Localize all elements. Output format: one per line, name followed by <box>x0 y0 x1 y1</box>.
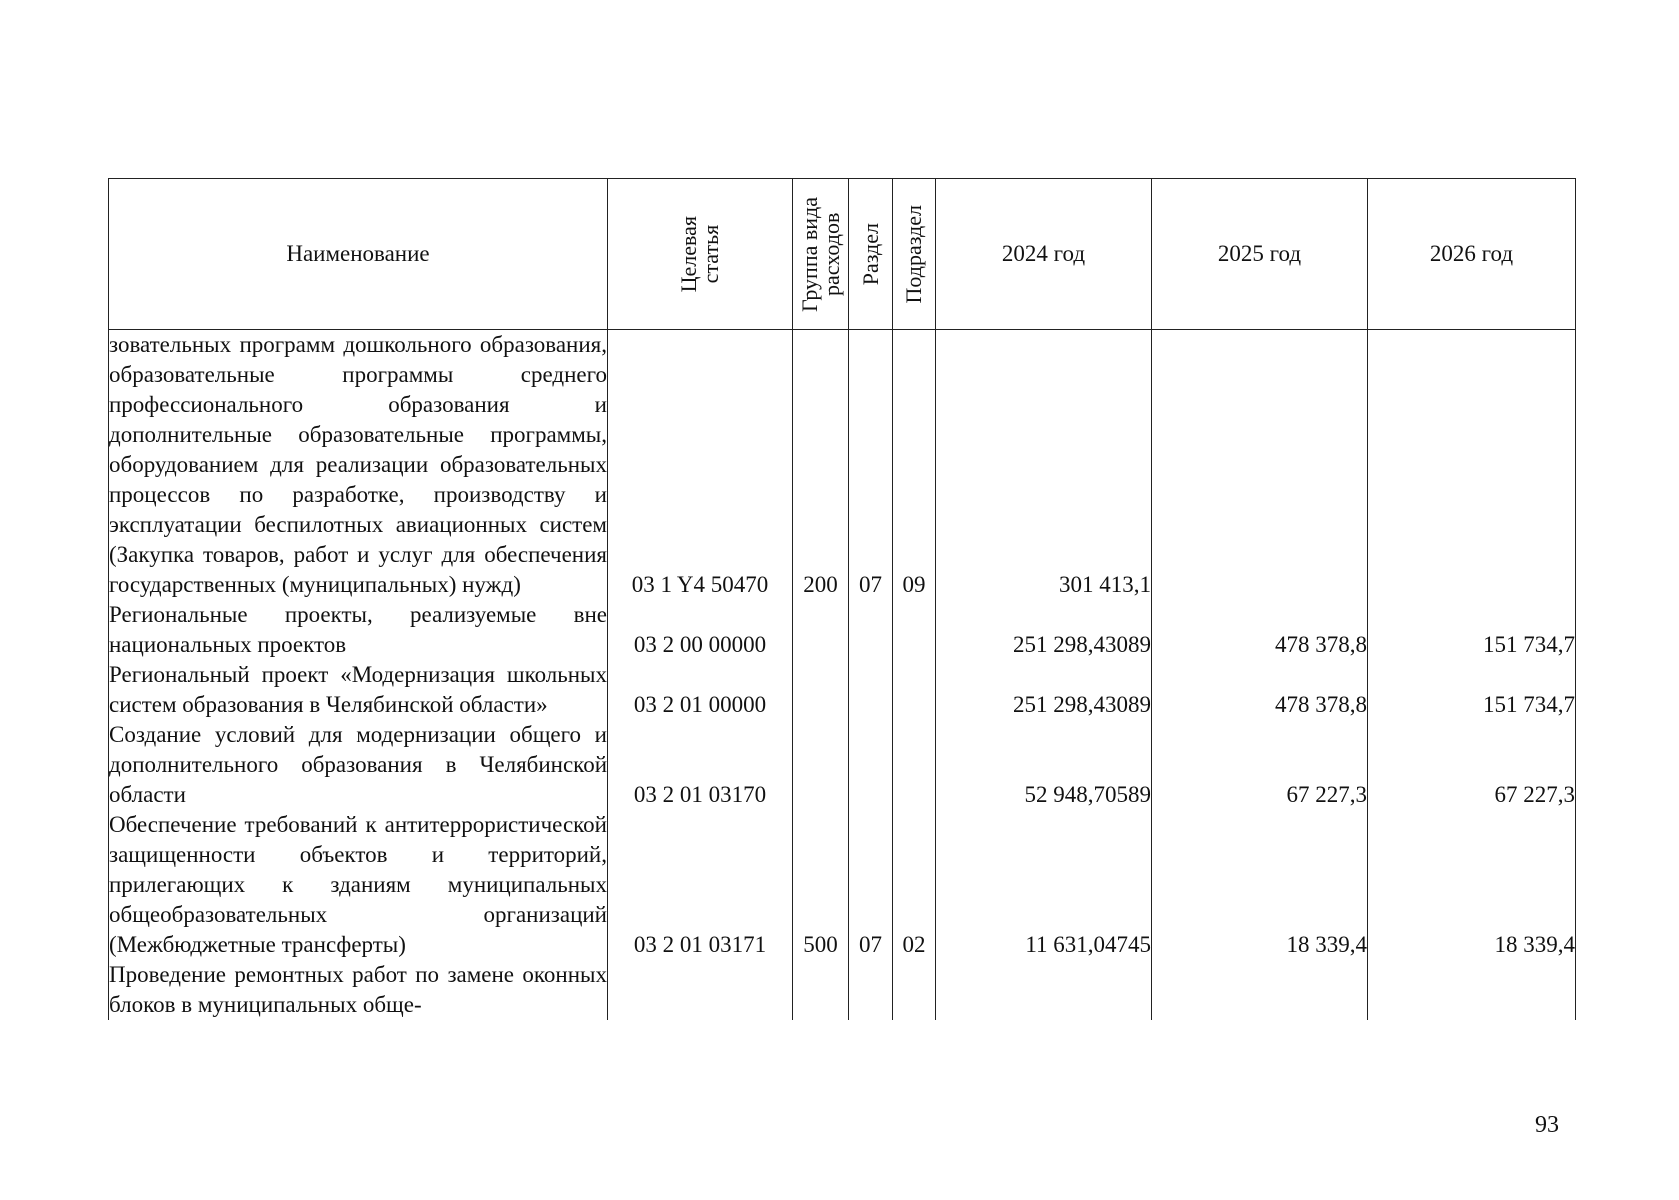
row-name: Обеспечение требований к антитеррористической защищенности объектов и территорий, прилегающих к зданиям муниципальных общеобразовательных организаций (Межбюджетные трансферты) <box>109 810 608 960</box>
row-subsection <box>893 960 936 1020</box>
table-row <box>109 600 1576 660</box>
row-name: Региональный проект «Модернизация школьных систем образования в Челябинской области» <box>109 660 608 720</box>
row-2026 <box>1368 330 1576 601</box>
row-target: 03 1 Y4 50470 <box>608 330 793 601</box>
row-2024: 301 413,1 <box>936 330 1152 601</box>
table-header-row <box>109 179 1576 330</box>
row-group <box>793 600 849 660</box>
row-2024: 251 298,43089 <box>936 660 1152 720</box>
row-section <box>849 660 893 720</box>
row-2025: 18 339,4 <box>1152 810 1368 960</box>
row-group <box>793 720 849 810</box>
header-2025: 2025 год <box>1152 179 1368 330</box>
row-subsection: 02 <box>893 810 936 960</box>
header-2026: 2026 год <box>1368 179 1576 330</box>
row-group <box>793 960 849 1020</box>
table-row <box>109 960 1576 1020</box>
row-target: 03 2 01 00000 <box>608 660 793 720</box>
row-subsection <box>893 720 936 810</box>
row-target: 03 2 01 03170 <box>608 720 793 810</box>
table-row <box>109 810 1576 960</box>
header-group: Группа вида расходов <box>793 179 849 330</box>
header-subsection: Подраздел <box>893 179 936 330</box>
row-2024 <box>936 960 1152 1020</box>
row-2026: 18 339,4 <box>1368 810 1576 960</box>
table-row <box>109 660 1576 720</box>
row-name: Региональные проекты, реализуемые вне национальных проектов <box>109 600 608 660</box>
row-target <box>608 960 793 1020</box>
row-target: 03 2 01 03171 <box>608 810 793 960</box>
row-subsection <box>893 660 936 720</box>
row-section <box>849 960 893 1020</box>
row-2024: 251 298,43089 <box>936 600 1152 660</box>
header-name: Наименование <box>109 179 608 330</box>
row-subsection <box>893 600 936 660</box>
row-subsection: 09 <box>893 330 936 601</box>
row-group: 500 <box>793 810 849 960</box>
budget-table <box>108 178 1576 1020</box>
page-number: 93 <box>1535 1112 1559 1138</box>
header-section: Раздел <box>849 179 893 330</box>
row-target: 03 2 00 00000 <box>608 600 793 660</box>
header-2024: 2024 год <box>936 179 1152 330</box>
row-section <box>849 600 893 660</box>
row-2026 <box>1368 960 1576 1020</box>
table-row <box>109 720 1576 810</box>
row-name: Проведение ремонтных работ по замене оконных блоков в муниципальных обще- <box>109 960 608 1020</box>
row-2026: 67 227,3 <box>1368 720 1576 810</box>
row-2025: 67 227,3 <box>1152 720 1368 810</box>
row-2025: 478 378,8 <box>1152 660 1368 720</box>
row-group: 200 <box>793 330 849 601</box>
table-row <box>109 330 1576 601</box>
row-2026: 151 734,7 <box>1368 600 1576 660</box>
row-2026: 151 734,7 <box>1368 660 1576 720</box>
row-section: 07 <box>849 810 893 960</box>
row-2024: 52 948,70589 <box>936 720 1152 810</box>
row-group <box>793 660 849 720</box>
row-2025: 478 378,8 <box>1152 600 1368 660</box>
row-name: Создание условий для модернизации общего и дополнительного образования в Челябинской области <box>109 720 608 810</box>
header-target: Целевая статья <box>608 179 793 330</box>
row-2024: 11 631,04745 <box>936 810 1152 960</box>
row-section <box>849 720 893 810</box>
row-2025 <box>1152 330 1368 601</box>
row-2025 <box>1152 960 1368 1020</box>
row-section: 07 <box>849 330 893 601</box>
row-name: зовательных программ дошкольного образования, образовательные программы среднего профессионального образования и дополнительные образовательные программы, оборудованием для реализации образовательных процессов по разработке, производству и эксплуатации беспилотных авиационных систем (Закупка товаров, работ и услуг для обеспечения государственных (муниципальных) нужд) <box>109 330 608 601</box>
